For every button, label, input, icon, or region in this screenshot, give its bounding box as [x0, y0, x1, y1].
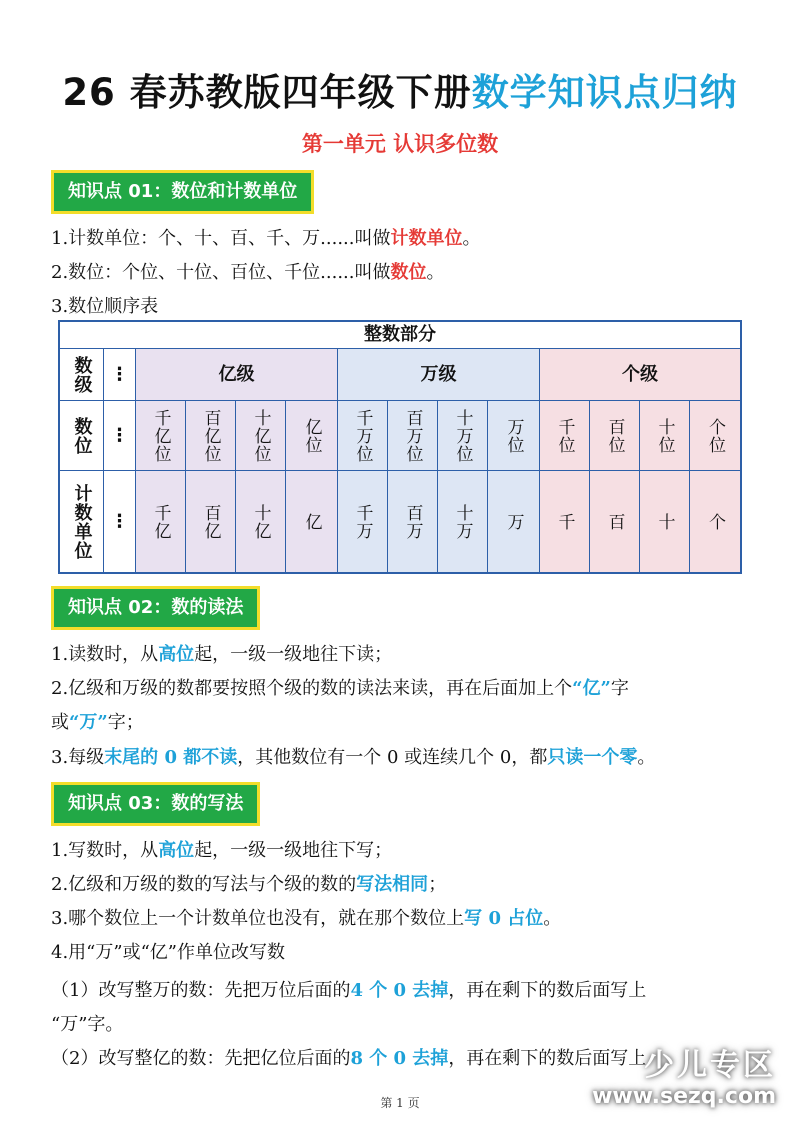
kp2-line1: 1.读数时，从高位起，一级一级地往下读； — [51, 644, 393, 665]
level-ge: 个级 — [540, 349, 740, 401]
unit-cell: 十 — [640, 471, 690, 572]
place-cell: 十万位 — [438, 401, 488, 471]
level-wan: 万级 — [338, 349, 540, 401]
unit-cell: 千亿 — [136, 471, 186, 572]
place-cell: 十亿位 — [236, 401, 286, 471]
place-cell: 万位 — [488, 401, 540, 471]
place-value-table — [58, 320, 742, 574]
unit-cell: 百亿 — [186, 471, 236, 572]
watermark-url: www.sezq.com — [592, 1084, 776, 1109]
ellipsis-place: ⋮ — [104, 401, 136, 471]
kp3-line4: 4.用“万”或“亿”作单位改写数 — [51, 942, 285, 963]
kp2-line3: 3.每级末尾的 0 都不读，其他数位有一个 0 或连续几个 0，都只读一个零。 — [51, 747, 656, 768]
kp3-line6: （2）改写整亿的数：先把亿位后面的8 个 0 去掉，再在剩下的数后面写上 — [51, 1048, 647, 1069]
unit-cell: 百 — [590, 471, 640, 572]
place-cell: 千亿位 — [136, 401, 186, 471]
unit-cell: 万 — [488, 471, 540, 572]
kp2-label: 知识点 02：数的读法 — [51, 586, 260, 630]
row-label-place: 数位 — [60, 401, 104, 471]
place-cell: 百万位 — [388, 401, 438, 471]
kp3-line1: 1.写数时，从高位起，一级一级地往下写； — [51, 840, 393, 861]
row-label-level: 数级 — [60, 349, 104, 401]
place-cell: 百位 — [590, 401, 640, 471]
kp1-label: 知识点 01：数位和计数单位 — [51, 170, 314, 214]
unit-cell: 十亿 — [236, 471, 286, 572]
unit-cell: 千 — [540, 471, 590, 572]
unit-cell: 千万 — [338, 471, 388, 572]
kp3-line5b: “万”字。 — [51, 1014, 124, 1035]
kp3-label: 知识点 03：数的写法 — [51, 782, 260, 826]
kp3-line2: 2.亿级和万级的数的写法与个级的数的写法相同； — [51, 874, 447, 895]
page-footer: 第 1 页 — [380, 1096, 420, 1110]
title-highlight: 数学知识点归纳 — [471, 71, 738, 114]
page-title — [0, 62, 800, 116]
kp2-line2b: 或“万”字； — [51, 712, 144, 733]
title-main: 26 春苏教版四年级下册 — [62, 71, 472, 114]
place-cell: 百亿位 — [186, 401, 236, 471]
unit-cell: 百万 — [388, 471, 438, 572]
place-cell: 亿位 — [286, 401, 338, 471]
row-label-unit: 计数单位 — [60, 471, 104, 572]
watermark-name: 少儿专区 — [644, 1048, 776, 1083]
place-cell: 千位 — [540, 401, 590, 471]
kp1-line3: 3.数位顺序表 — [51, 296, 159, 317]
kp3-line3: 3.哪个数位上一个计数单位也没有，就在那个数位上写 0 占位。 — [51, 908, 562, 929]
kp2-line2: 2.亿级和万级的数都要按照个级的数的读法来读，再在后面加上个“亿”字 — [51, 678, 629, 699]
place-cell: 十位 — [640, 401, 690, 471]
ellipsis-unit: ⋮ — [104, 471, 136, 572]
site-watermark — [592, 1040, 776, 1109]
table-header: 整数部分 — [60, 322, 740, 349]
unit-cell: 亿 — [286, 471, 338, 572]
kp1-line1: 1.计数单位：个、十、百、千、万......叫做计数单位。 — [51, 228, 481, 249]
kp1-line2: 2.数位：个位、十位、百位、千位......叫做数位。 — [51, 262, 445, 283]
level-yi: 亿级 — [136, 349, 338, 401]
place-cell: 个位 — [690, 401, 740, 471]
kp3-line5: （1）改写整万的数：先把万位后面的4 个 0 去掉，再在剩下的数后面写上 — [51, 980, 647, 1001]
unit-cell: 十万 — [438, 471, 488, 572]
place-cell: 千万位 — [338, 401, 388, 471]
ellipsis-level: ⋮ — [104, 349, 136, 401]
unit-cell: 个 — [690, 471, 740, 572]
unit-title: 第一单元 认识多位数 — [301, 132, 499, 156]
